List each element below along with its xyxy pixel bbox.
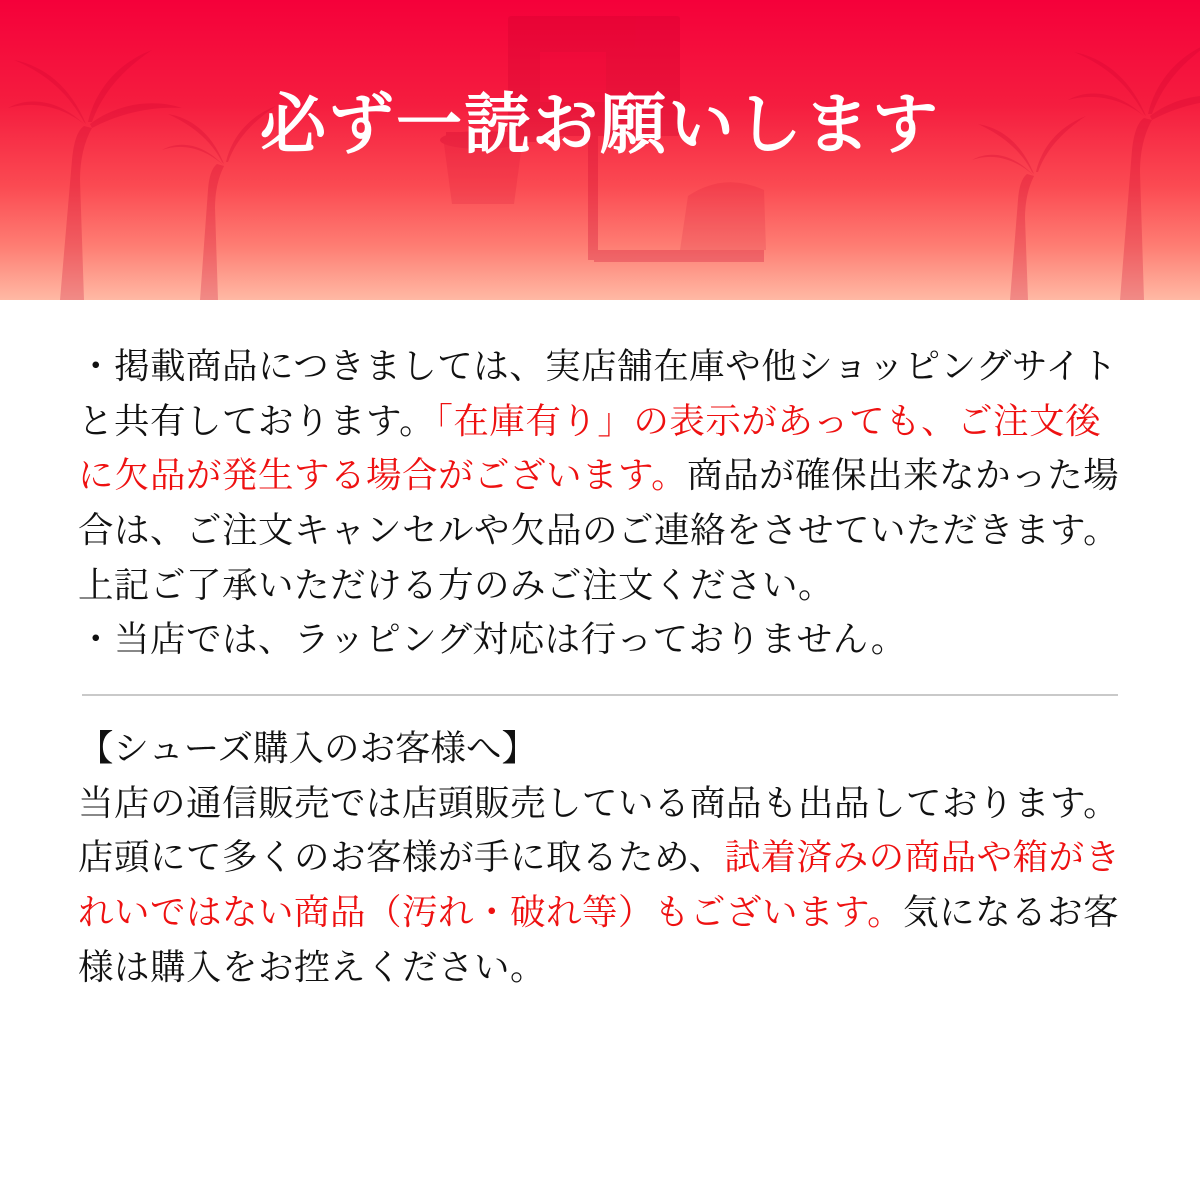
shoes-run-2: 試着済みの商品や箱がきれいではない商品（汚れ・破れ等）もございます。 xyxy=(78,837,1121,933)
stock-notice-run-2: 「在庫有り」の表示があっても、ご注文後に欠品が発生する場合がございます。 xyxy=(78,400,1102,497)
shoes-run-1: 当店の通信販売では店頭販売している商品も出品しております。店頭にて多くのお客様が手に取るため、 xyxy=(78,782,1120,879)
stock-notice-run-3: 商品が確保出来なかった場合は、ご注文キャンセルや欠品のご連絡をさせていただきます。上記ご了承いただける方のみご注文ください。 xyxy=(78,455,1120,606)
stock-notice-paragraph xyxy=(78,340,1122,613)
shoes-section-heading: 【シューズ購入のお客様へ】 xyxy=(78,727,538,769)
wrapping-notice-run-1: ・当店では、ラッピング対応は行っておりません。 xyxy=(78,619,907,661)
stock-notice-run-1: ・掲載商品につきましては、実店舗在庫や他ショッピングサイトと共有しております。 xyxy=(78,346,1118,442)
hero-banner xyxy=(0,0,1200,300)
notice-content xyxy=(0,300,1200,995)
shoes-run-3: 気になるお客様は購入をお控えください。 xyxy=(78,891,1120,988)
wrapping-notice-paragraph xyxy=(78,613,1122,668)
section-divider xyxy=(82,694,1118,696)
shoes-section-paragraph xyxy=(78,777,1122,996)
page-title: 必ず一読お願いします xyxy=(260,86,940,163)
